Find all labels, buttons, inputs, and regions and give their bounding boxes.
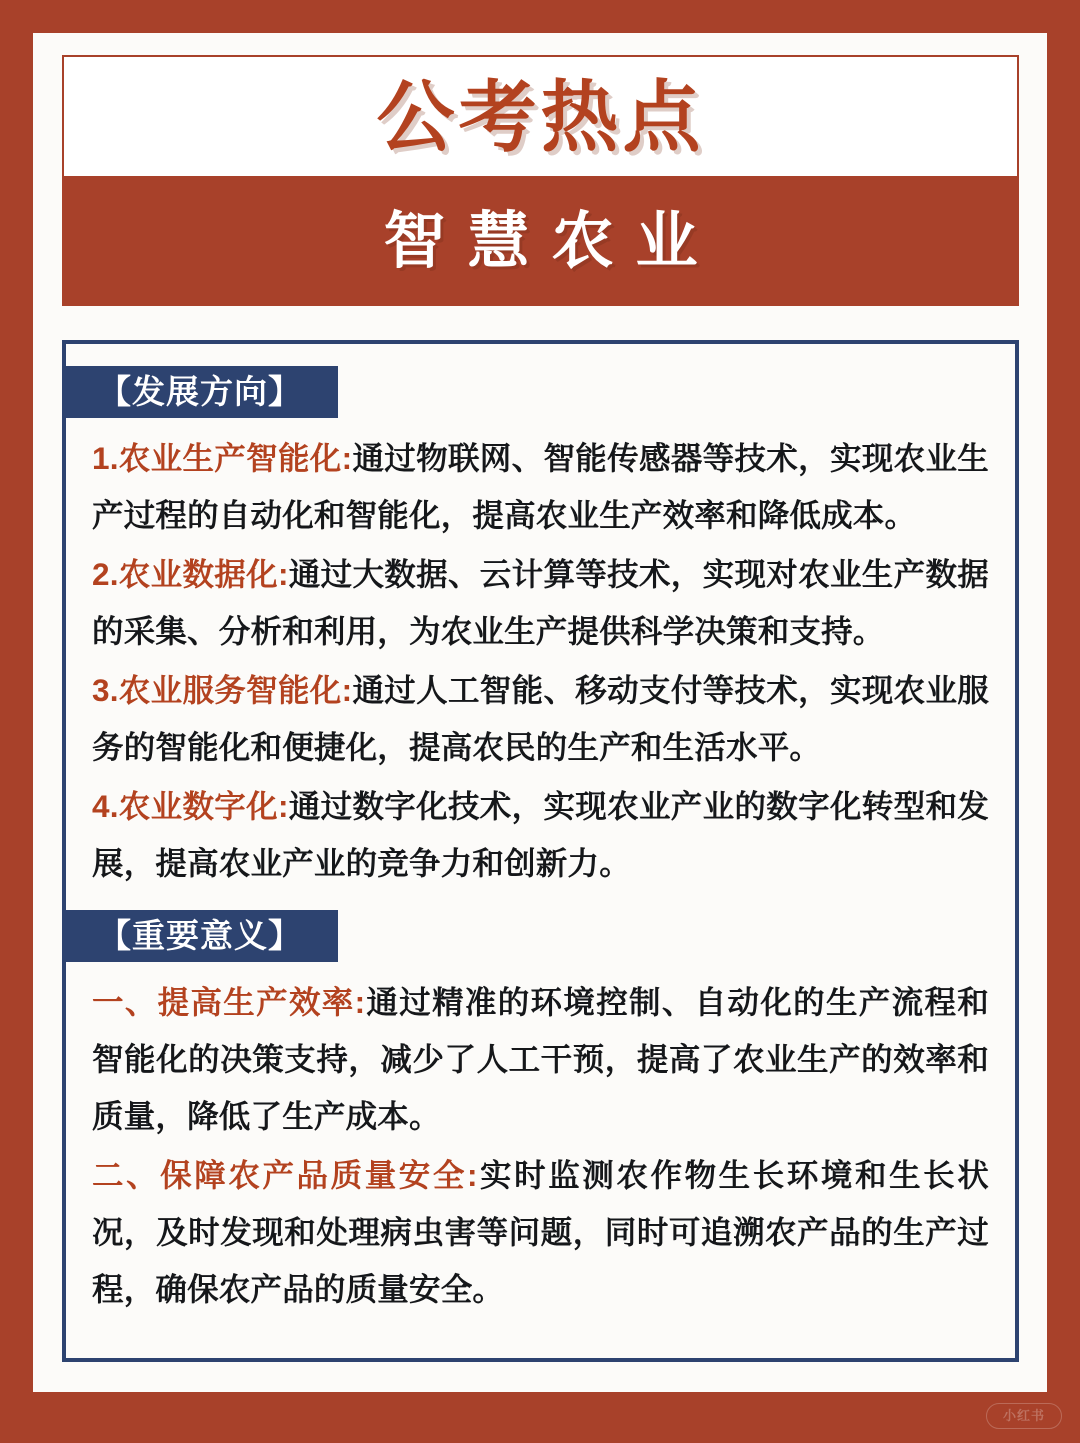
list-item-body: 通过精准的环境控制、自动化的生产流程和智能化的决策支持，减少了人工干预，提高了农业生产的效率和质量，降低了生产成本。 [92, 984, 989, 1134]
page-subtitle: 智慧农业 [383, 207, 720, 276]
section-body-significance [66, 962, 1015, 1318]
list-item-lead: 1.农业生产智能化: [92, 440, 353, 476]
list-item-body: 通过数字化技术，实现农业产业的数字化转型和发展，提高农业产业的竞争力和创新力。 [92, 788, 989, 881]
list-item-lead: 3.农业服务智能化: [92, 672, 353, 708]
title-box [62, 55, 1019, 178]
list-item-lead: 一、提高生产效率: [92, 984, 366, 1020]
watermark-badge: 小红书 [986, 1403, 1062, 1429]
list-item-body: 通过物联网、智能传感器等技术，实现农业生产过程的自动化和智能化，提高农业生产效率和降低成本。 [92, 440, 989, 533]
list-item-body: 通过人工智能、移动支付等技术，实现农业服务的智能化和便捷化，提高农民的生产和生活水平。 [92, 672, 989, 765]
section-header-significance: 【重要意义】 [62, 910, 338, 962]
list-item-lead: 2.农业数据化: [92, 556, 289, 592]
subtitle-band [62, 178, 1019, 306]
list-item [92, 974, 989, 1145]
poster-canvas [33, 33, 1047, 1392]
section-header-development: 【发展方向】 [62, 366, 338, 418]
list-item [92, 546, 989, 660]
list-item-body: 通过大数据、云计算等技术，实现对农业生产数据的采集、分析和利用，为农业生产提供科学决策和支持。 [92, 556, 989, 649]
section-body-development [66, 418, 1015, 892]
page-title: 公考热点 [376, 72, 705, 161]
list-item-lead: 4.农业数字化: [92, 788, 289, 824]
list-item [92, 1147, 989, 1318]
list-item [92, 778, 989, 892]
list-item [92, 662, 989, 776]
list-item [92, 430, 989, 544]
content-box [62, 340, 1019, 1362]
list-item-lead: 二、保障农产品质量安全: [92, 1157, 478, 1193]
list-item-body: 实时监测农作物生长环境和生长状况，及时发现和处理病虫害等问题，同时可追溯农产品的生产过程，确保农产品的质量安全。 [92, 1157, 989, 1307]
